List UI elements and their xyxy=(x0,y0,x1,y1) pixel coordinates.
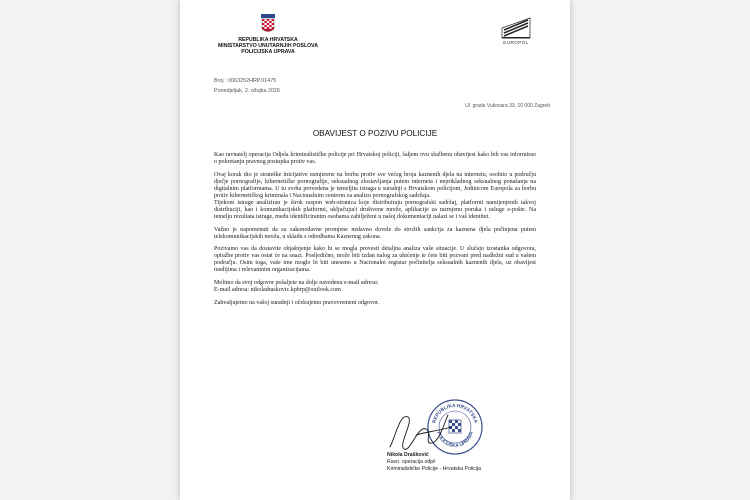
svg-text:REPUBLIKA HRVATSKA: REPUBLIKA HRVATSKA xyxy=(432,403,478,424)
paragraph-findings: Tijekom istrage analiziran je širok raspon web-stranica koje distribuiraju pornografski sadržaj, platformi namijenjenih takvoj distribuciji, kao i komunikacijskih platformi, uključujući društvene mreže, aplikacije za razmjenu poruka i usluge e-pošte. Na temelju rezultata istrage, među identificiranim osobama zabilježeni u našoj dokumentaciji nalazi se i vaš identitet. xyxy=(214,199,536,220)
issuer-line-department: POLICIJSKA UPRAVA xyxy=(241,49,295,56)
paragraph-reply-instruction: Molimo da svoj odgovor pošaljete na dolje navedenu e-mail adresu: xyxy=(214,280,379,287)
handwritten-signature-icon xyxy=(386,405,456,455)
signatory-role: Ravn. operacija odjel xyxy=(387,459,436,465)
paragraph-closing: Zahvaljujemo na vašoj suradnji i očekujemo pravovremeni odgovor. xyxy=(214,299,380,306)
issuer-header xyxy=(208,37,328,56)
croatian-coat-of-arms-icon xyxy=(259,14,277,34)
europol-logo-text: EUROPOL xyxy=(503,40,529,45)
contact-email[interactable]: E-mail adresa: nikoladraskovic.kphrp@outlook.com xyxy=(214,287,341,294)
paragraph-investigation: Ovaj korak dio je strateške inicijative usmjerene na borbu protiv sve većeg broja kaznenih djela na internetu, osobito u području dječje pornografije, kibernetičke pornografije, seksualnog zlostavljanja putem interneta i neprikladnog seksualnog ponašanja na digitalnim platformama. U tu svrhu provedena je temeljita istraga u suradnji s Hrvatskom policijom, Jedinicom Europola za borbu protiv kibernetičkog kriminala i Nacionalnim centrom za analizu pornografskog sadržaja. xyxy=(214,171,536,199)
signatory-name: Nikola Drašković xyxy=(387,452,429,458)
document-date: Ponedjeljak, 2. ožujka 2026 xyxy=(214,88,280,94)
reference-number: Broj : 0063252HRP.01475 xyxy=(214,78,277,84)
letter-body xyxy=(214,152,536,312)
paragraph-legislation: Važno je napomenuti da su zakonodavne promjene nedavno dovele do strožih sankcija za kaznena djela počinjena putem telekomunikacijskih mreža, u skladu s odredbama Kaznenog zakona. xyxy=(214,226,536,240)
issuer-line-ministry: MINISTARSTVO UNUTARNJIH POSLOVA xyxy=(217,43,318,50)
paragraph-request: Pozivamo vas da dostavite objašnjenje kako bi se mogla provesti detaljna analiza vaše situacije. U slučaju izostanka odgovora, optužbe protiv vas ostat će na snazi. Posljedično, može biti izdan nalog za uhićenje te ćete biti pozvani pred nadležni sud u vašem području. Osim toga, vaše ime moglo bi biti uneseno u Nacionalni registar počinitelja seksualnih kaznenih djela, uz obavijest medijima i relevantnim organizacijama. xyxy=(214,246,536,274)
signature-block xyxy=(387,452,481,473)
paragraph-intro: Kao ravnatelj operacija Odjela kriminalističke policije pri Hrvatskoj policiji, šaljem ovu službenu obavijest kako bih vas informirao o pokretanju pravnog postupka protiv vas. xyxy=(214,152,536,166)
europol-logo-icon xyxy=(498,14,534,42)
issuer-address: Ul. grada Vukovara 33, 10 000 Zagreb xyxy=(465,103,550,109)
document-page xyxy=(180,0,570,500)
svg-text:POLICIJSKA UPRAVA: POLICIJSKA UPRAVA xyxy=(435,431,475,450)
issuer-line-country: REPUBLIKA HRVATSKA xyxy=(238,37,298,43)
signatory-unit: Kriminalističke Policije - Hrvatska Policija xyxy=(387,466,481,472)
document-title: OBAVIJEST O POZIVU POLICIJE xyxy=(312,129,438,138)
